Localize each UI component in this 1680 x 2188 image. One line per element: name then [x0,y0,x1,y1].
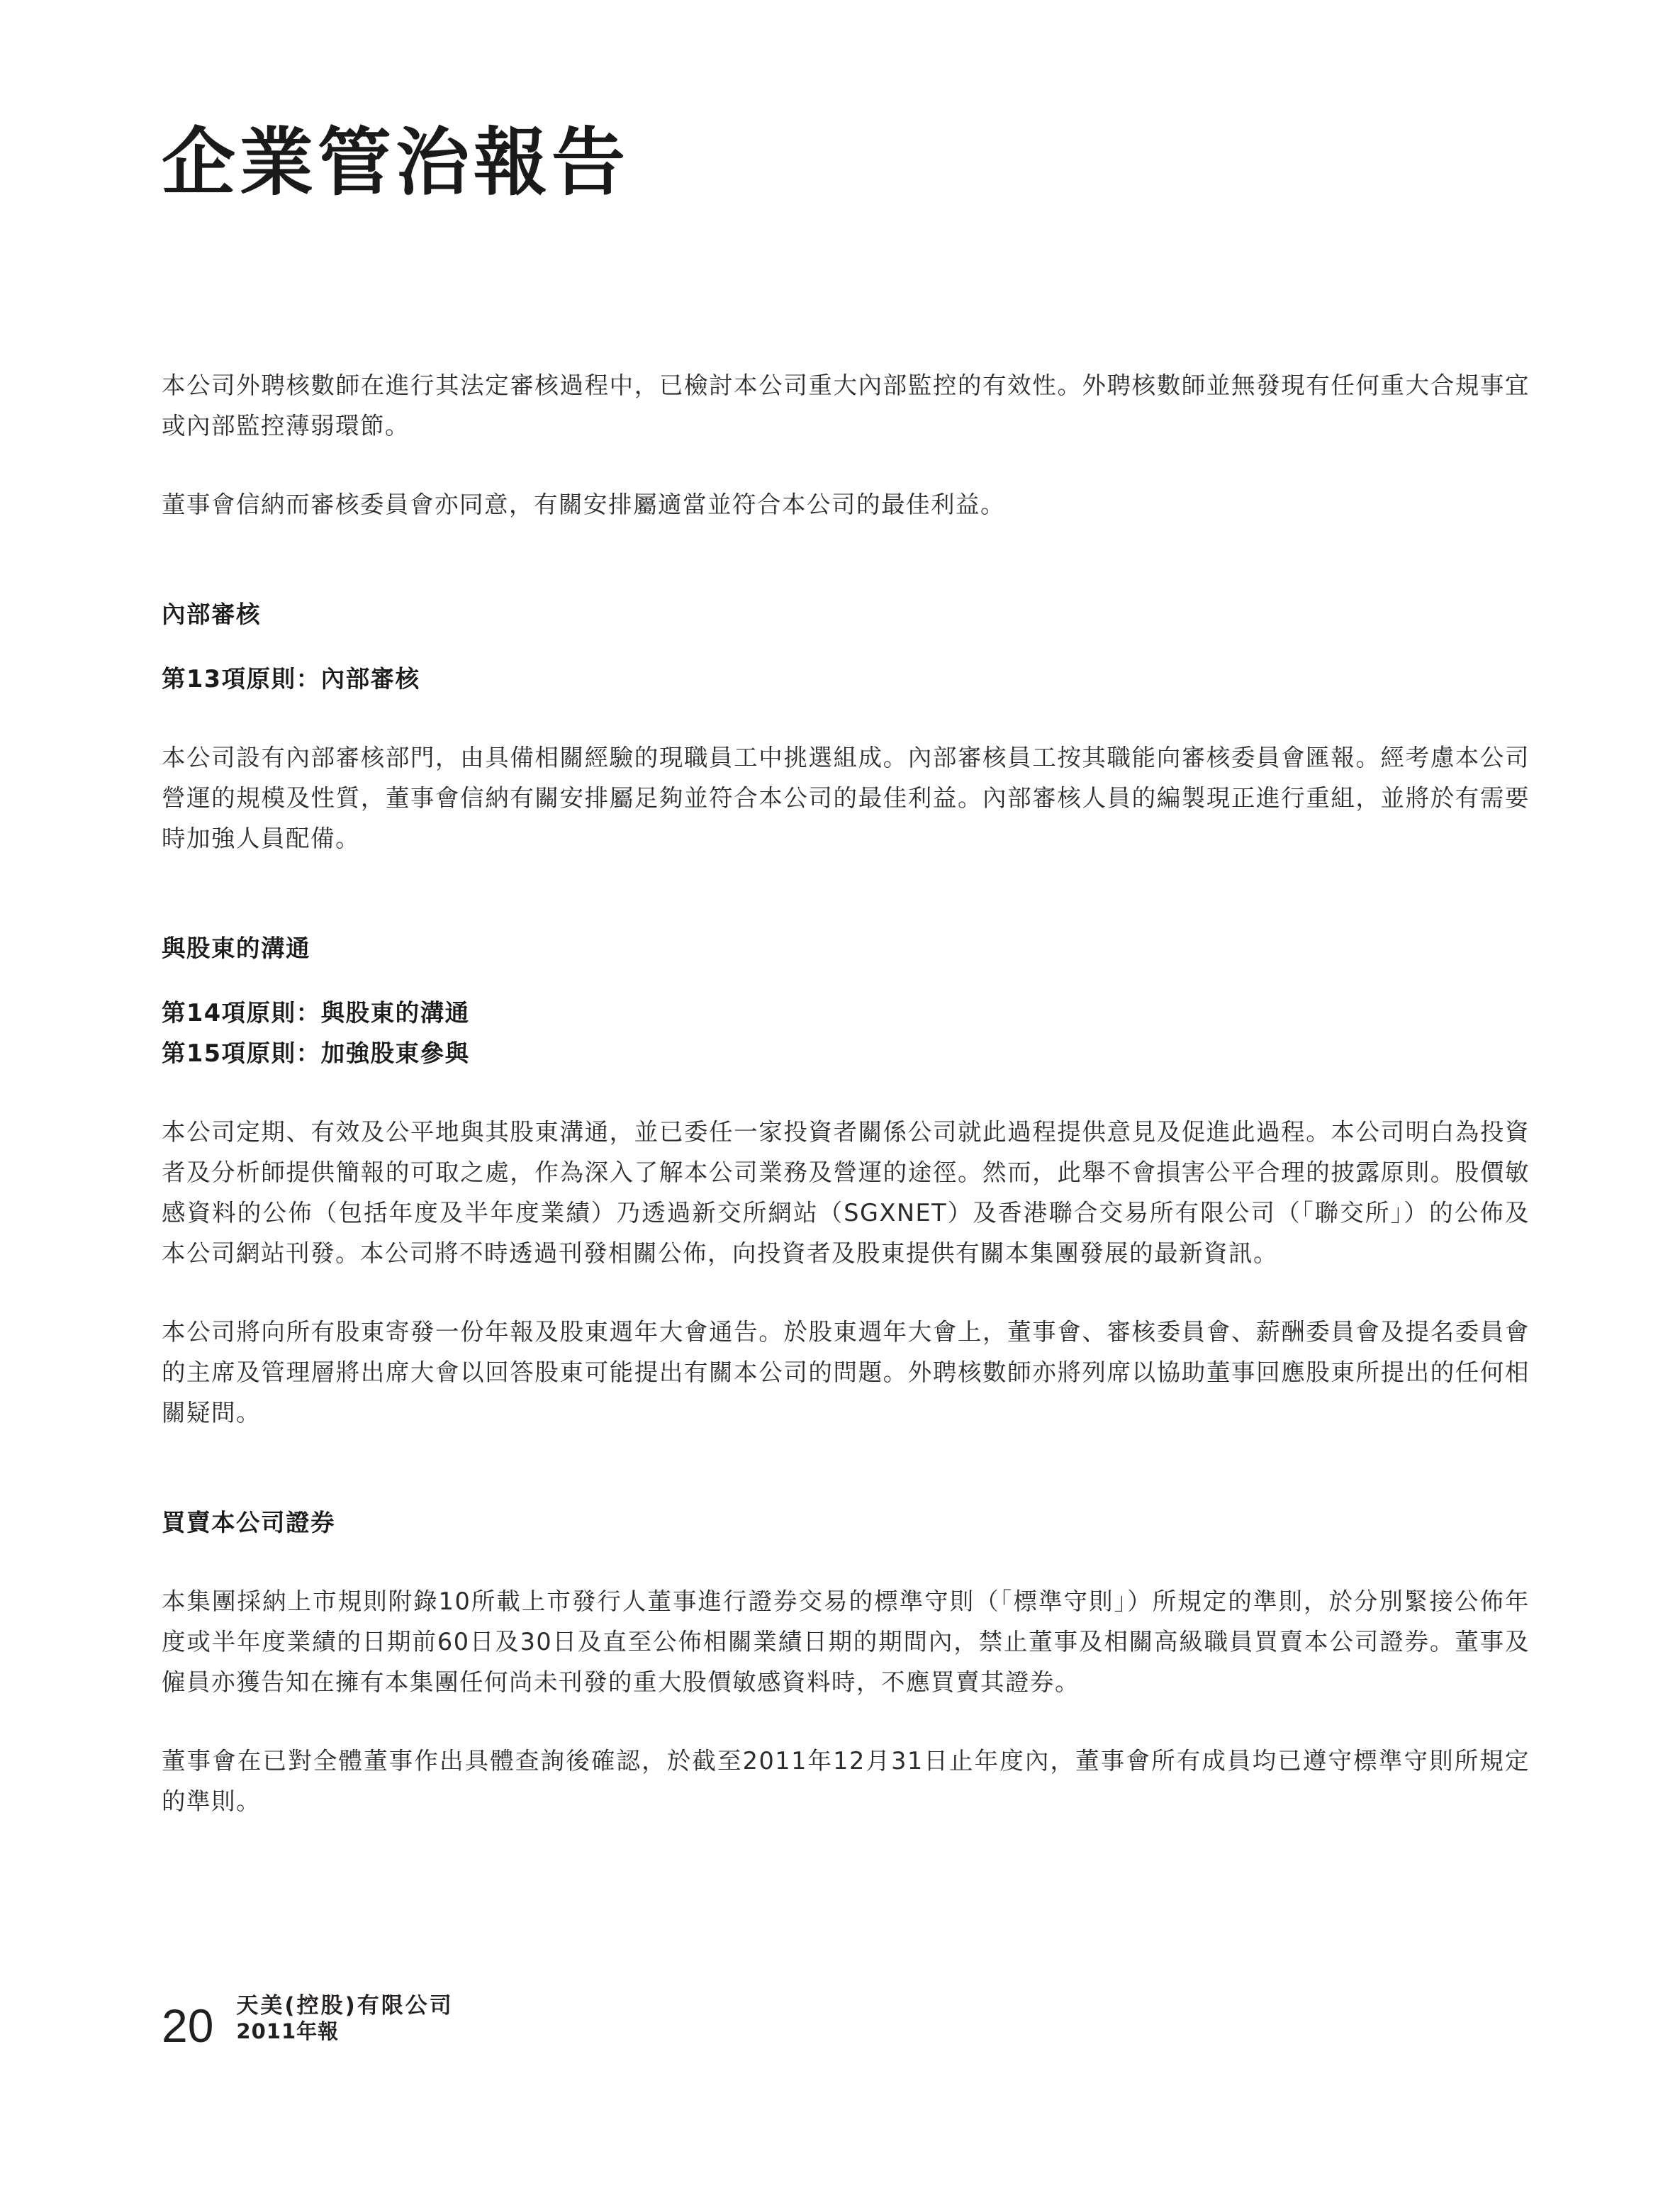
dealing-securities-heading: 買賣本公司證券 [162,1509,335,1536]
dealing-securities-paragraph-2: 董事會在已對全體董事作出具體查詢後確認，於截至2011年12月31日止年度內，董事會所有成員均已遵守標準守則所規定的準則。 [162,1747,1530,1815]
page-number: 20 [162,1999,214,2052]
shareholder-communication-heading: 與股東的溝通 [162,934,310,962]
page-footer [162,1992,454,2052]
principle-15-heading: 第15項原則：加強股東參與 [162,1039,470,1067]
main-content [162,365,1530,1821]
audit-intro-paragraph-2: 董事會信納而審核委員會亦同意，有關安排屬適當並符合本公司的最佳利益。 [162,491,1005,518]
company-name: 天美(控股)有限公司 [236,1993,454,2019]
footer-text [236,1992,453,2043]
principle-14-heading: 第14項原則：與股東的溝通 [162,999,470,1027]
internal-audit-heading: 內部審核 [162,601,261,628]
page-title: 企業管治報告 [162,119,630,206]
internal-audit-paragraph: 本公司設有內部審核部門，由具備相關經驗的現職員工中挑選組成。內部審核員工按其職能向審核委員會匯報。經考慮本公司營運的規模及性質，董事會信納有關安排屬足夠並符合本公司的最佳利益。內部審核人員的編製現正進行重組，並將於有需要時加強人員配備。 [162,744,1530,852]
audit-intro-paragraph-1: 本公司外聘核數師在進行其法定審核過程中，已檢討本公司重大內部監控的有效性。外聘核數師並無發現有任何重大合規事宜或內部監控薄弱環節。 [162,372,1530,440]
principle-13-heading: 第13項原則：內部審核 [162,665,420,693]
report-year: 2011年報 [236,2019,340,2043]
dealing-securities-paragraph-1: 本集團採納上市規則附錄10所載上市發行人董事進行證券交易的標準守則（「標準守則」）所規定的準則，於分別緊接公佈年度或半年度業績的日期前60日及30日及直至公佈相關業績日期的期間內，禁止董事及相關高級職員買賣本公司證券。董事及僱員亦獲告知在擁有本集團任何尚未刊發的重大股價敏感資料時，不應買賣其證券。 [162,1587,1530,1696]
shareholder-communication-paragraph-2: 本公司將向所有股東寄發一份年報及股東週年大會通告。於股東週年大會上，董事會、審核委員會、薪酬委員會及提名委員會的主席及管理層將出席大會以回答股東可能提出有關本公司的問題。外聘核數師亦將列席以協助董事回應股東所提出的任何相關疑問。 [162,1318,1530,1427]
shareholder-communication-paragraph-1: 本公司定期、有效及公平地與其股東溝通，並已委任一家投資者關係公司就此過程提供意見及促進此過程。本公司明白為投資者及分析師提供簡報的可取之處，作為深入了解本公司業務及營運的途徑。然而，此舉不會損害公平合理的披露原則。股價敏感資料的公佈（包括年度及半年度業績）乃透過新交所網站（SGXNET）及香港聯合交易所有限公司（「聯交所」）的公佈及本公司網站刊發。本公司將不時透過刊發相關公佈，向投資者及股東提供有關本集團發展的最新資訊。 [162,1118,1530,1267]
